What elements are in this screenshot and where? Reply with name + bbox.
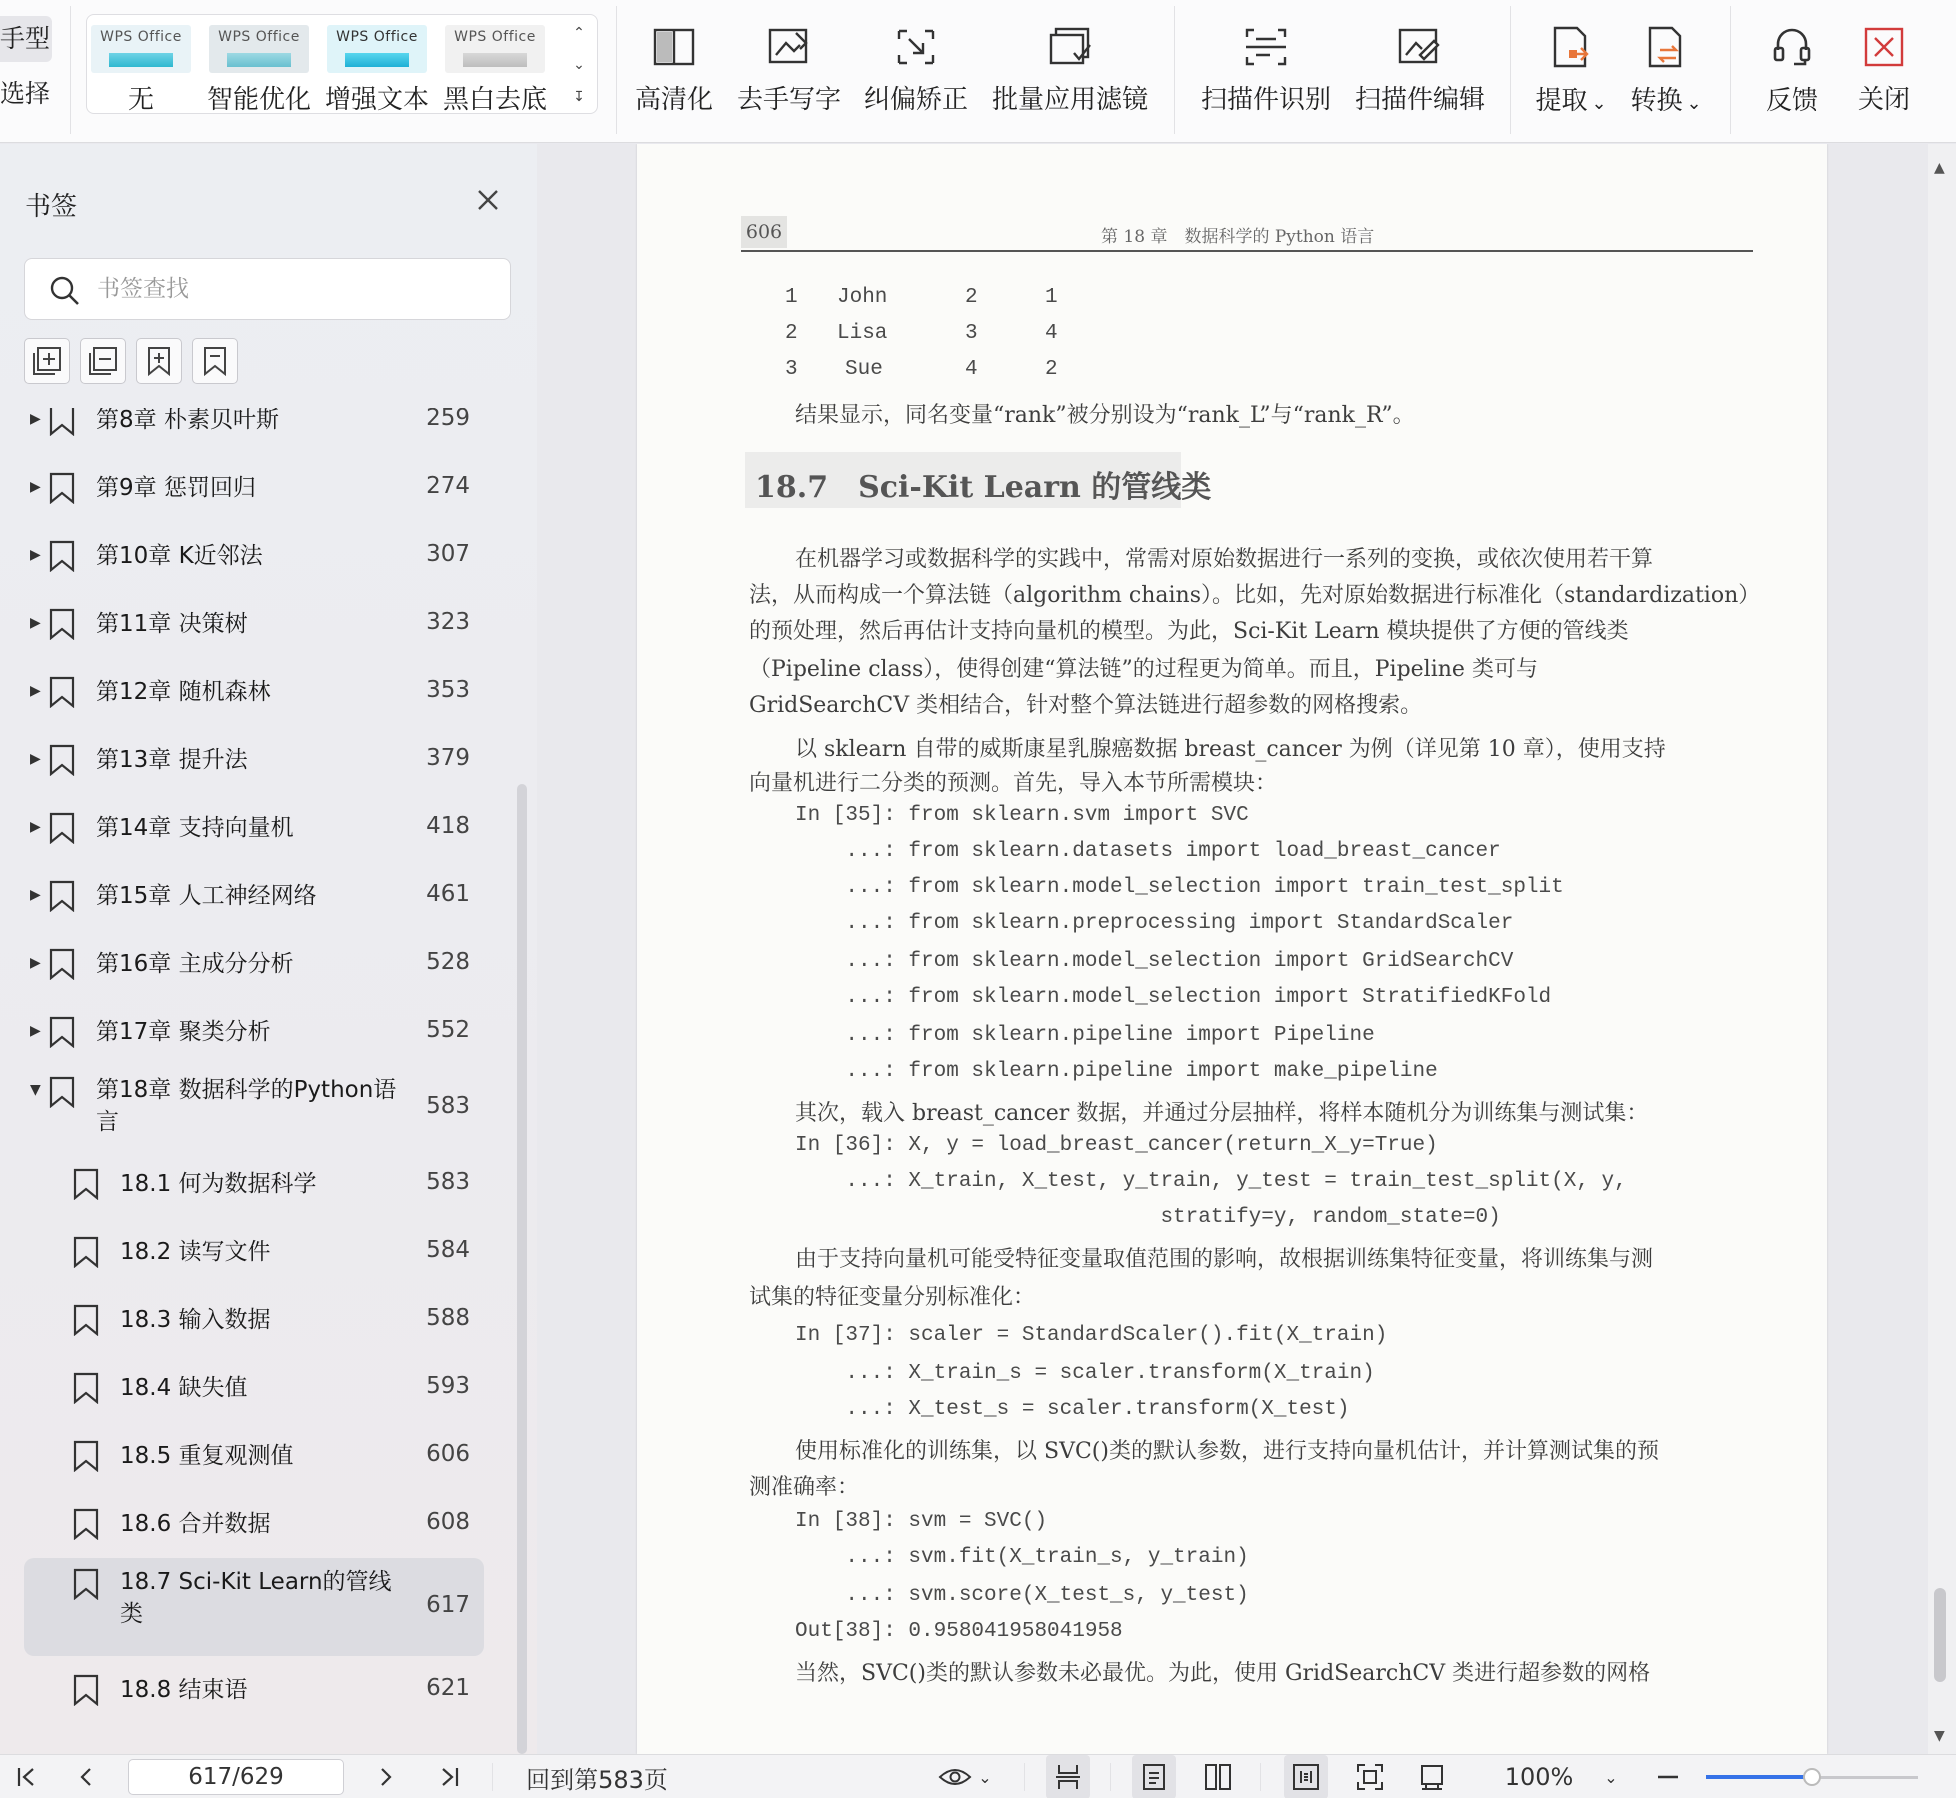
extract-label: 提取 ⌄ (1535, 86, 1607, 116)
code-line: In [38]: svm = SVC() (795, 1510, 1048, 1533)
panel-title: 书签 (25, 192, 78, 222)
continuous-scroll-button[interactable] (1046, 1755, 1090, 1798)
bookmark-label: 第9章 惩罚回归 (96, 475, 256, 501)
bookmark-icon (72, 1304, 100, 1336)
bookmark-page-number: 606 (426, 1441, 470, 1467)
filter-none[interactable] (89, 25, 193, 116)
bookmark-item[interactable] (24, 1422, 484, 1490)
bookmark-page-number: 584 (426, 1237, 470, 1263)
hand-tool-button[interactable]: 手型 (0, 16, 52, 62)
chevron-down-icon[interactable]: ⌄ (573, 57, 585, 73)
bookmark-page-number: 307 (426, 541, 470, 567)
paragraph-line: 当然，SVC()类的默认参数未必最优。为此，使用 GridSearchCV 类进行超参数的网格 (795, 1661, 1651, 1686)
paragraph-line: 其次，载入 breast_cancer 数据，并通过分层抽样，将样本随机分为训练集与测试集： (795, 1101, 1649, 1126)
status-divider (1110, 1763, 1111, 1791)
bookmark-item[interactable] (24, 1354, 484, 1422)
last-page-button[interactable] (432, 1755, 468, 1798)
bookmark-label: 18.4 缺失值 (120, 1375, 248, 1401)
bookmark-item[interactable] (24, 1558, 484, 1656)
caret-right-icon[interactable]: ▶ (30, 819, 41, 835)
toolbar-divider (1730, 6, 1731, 134)
remove-handwriting-icon (768, 27, 810, 67)
zoom-slider-handle[interactable] (1803, 1768, 1821, 1786)
fit-width-button[interactable] (1284, 1755, 1328, 1798)
deskew-label: 纠偏矫正 (863, 85, 968, 115)
caret-right-icon[interactable]: ▶ (30, 479, 41, 495)
filter-gallery (86, 14, 598, 114)
chevron-down-icon: ⌄ (1591, 93, 1607, 114)
bookmark-label: 18.5 重复观测值 (120, 1443, 294, 1469)
bookmark-icon (72, 1674, 100, 1706)
bookmark-search-input[interactable] (97, 271, 487, 307)
caret-right-icon[interactable]: ▶ (30, 547, 41, 563)
code-line: ...: from sklearn.model_selection import GridSearchCV (795, 950, 1514, 973)
batch-filter-label: 批量应用滤镜 (991, 85, 1148, 115)
headset-icon (1772, 26, 1812, 68)
bookmark-icon (199, 345, 231, 377)
page-number-field (128, 1759, 344, 1795)
bookmark-page-number: 617 (426, 1592, 470, 1618)
caret-down-icon[interactable]: ▼ (30, 1082, 41, 1098)
table-cell: 4 (965, 358, 978, 381)
collapse-all-icon (87, 345, 119, 377)
code-line: ...: from sklearn.datasets import load_breast_cancer (795, 840, 1501, 863)
bookmark-tools (24, 338, 238, 384)
bookmark-list (0, 408, 520, 1754)
bookmark-search (24, 258, 511, 320)
bookmark-label: 18.3 输入数据 (120, 1307, 271, 1333)
close-scan-button[interactable] (1846, 0, 1922, 143)
bookmark-page-number: 418 (426, 813, 470, 839)
bookmark-item[interactable] (24, 1656, 484, 1724)
bookmark-label: 第18章 数据科学的Python语 言 (96, 1077, 397, 1135)
bookmark-page-number: 588 (426, 1305, 470, 1331)
bookmark-item[interactable] (24, 998, 484, 1066)
remove-bookmark-button[interactable] (192, 338, 238, 384)
expand-all-icon (31, 345, 63, 377)
code-line: ...: svm.score(X_test_s, y_test) (795, 1584, 1249, 1607)
bookmark-item[interactable] (24, 1218, 484, 1286)
bookmark-item[interactable] (24, 454, 484, 522)
code-line: ...: from sklearn.model_selection import StratifiedKFold (795, 986, 1552, 1009)
bookmark-label: 18.7 Sci-Kit Learn的管线 类 (120, 1569, 392, 1627)
bookmark-icon (48, 676, 76, 708)
paragraph-line: 由于支持向量机可能受特征变量取值范围的影响，故根据训练集特征变量，将训练集与测 (795, 1247, 1654, 1272)
table-cell: 2 (965, 286, 978, 309)
bookmark-page-number: 274 (426, 473, 470, 499)
sidebar-scrollbar[interactable] (517, 784, 527, 1754)
bookmark-item[interactable] (24, 794, 484, 862)
table-cell: 4 (1045, 322, 1058, 345)
close-icon[interactable] (474, 186, 502, 214)
bookmark-item[interactable] (24, 1286, 484, 1354)
bookmark-label: 第10章 K近邻法 (96, 543, 263, 569)
code-line: ...: from sklearn.model_selection import train_test_split (795, 876, 1564, 899)
caret-right-icon[interactable]: ▶ (30, 887, 41, 903)
code-line: ...: X_train, X_test, y_train, y_test = train_test_split(X, y, (795, 1170, 1627, 1193)
bookmark-panel (0, 144, 537, 1754)
bookmark-icon (48, 744, 76, 776)
code-line: In [36]: X, y = load_breast_cancer(return_X_y=True) (795, 1134, 1438, 1157)
paragraph-line: 使用标准化的训练集，以 SVC()类的默认参数，进行支持向量机估计，并计算测试集的预 (795, 1439, 1659, 1464)
bookmark-label: 18.2 读写文件 (120, 1239, 271, 1265)
bookmark-item[interactable] (24, 1150, 484, 1218)
batch-filter-button[interactable] (988, 0, 1152, 143)
bookmark-label: 第16章 主成分分析 (96, 951, 294, 977)
bookmark-icon (72, 1236, 100, 1268)
bookmark-icon (72, 1440, 100, 1472)
code-line: In [37]: scaler = StandardScaler().fit(X_train) (795, 1324, 1388, 1347)
bookmark-item[interactable] (24, 1490, 484, 1558)
filter-thumbnail: WPS Office (445, 25, 545, 73)
chevron-down-icon: ⌄ (978, 1767, 992, 1787)
filter-black-white[interactable] (443, 25, 547, 116)
bookmark-item[interactable] (24, 930, 484, 998)
bookmark-page-number: 608 (426, 1509, 470, 1535)
caret-right-icon[interactable]: ▶ (30, 683, 41, 699)
document-scrollbar[interactable] (1928, 144, 1956, 1754)
hd-button[interactable] (632, 0, 716, 143)
add-bookmark-button[interactable] (136, 338, 182, 384)
bookmark-icon (48, 812, 76, 844)
bookmark-label: 第17章 聚类分析 (96, 1019, 271, 1045)
code-line: ...: from sklearn.preprocessing import StandardScaler (795, 912, 1514, 935)
minus-icon (1656, 1765, 1680, 1789)
eye-icon (938, 1765, 972, 1789)
remove-handwriting-button[interactable] (734, 0, 844, 143)
convert-label: 转换 ⌄ (1630, 86, 1702, 116)
paragraph-line: GridSearchCV 类相结合，针对整个算法链进行超参数的网格搜索。 (749, 693, 1423, 718)
zoom-level: 100% (1504, 1763, 1574, 1791)
toolbar-divider (70, 6, 71, 134)
deskew-button[interactable] (862, 0, 970, 143)
toolbar-divider (616, 6, 617, 134)
bookmark-label: 第15章 人工神经网络 (96, 883, 317, 909)
expand-more-icon[interactable]: ↧ (573, 89, 585, 105)
fit-page-button[interactable] (1348, 1755, 1392, 1798)
caret-right-icon[interactable]: ▶ (30, 751, 41, 767)
table-cell: Lisa (837, 322, 888, 345)
toolbar-divider (1174, 6, 1175, 134)
toolbar-left-partial (0, 0, 56, 143)
bookmark-icon (72, 1168, 100, 1200)
paragraph-line: 在机器学习或数据科学的实践中，常需对原始数据进行一系列的变换，或依次使用若干算 (795, 547, 1654, 572)
chevron-down-icon: ⌄ (1604, 1767, 1618, 1787)
caret-right-icon[interactable]: ▶ (30, 955, 41, 971)
bookmark-icon (48, 608, 76, 640)
chevron-left-icon (76, 1765, 96, 1789)
running-header: 第 18 章 数据科学的 Python 语言 (1101, 227, 1375, 247)
bookmark-page-number: 583 (426, 1169, 470, 1195)
table-cell: 1 (1045, 286, 1058, 309)
bookmark-page-number: 593 (426, 1373, 470, 1399)
bookmark-label: 18.6 合并数据 (120, 1511, 271, 1537)
status-bar (0, 1754, 1956, 1798)
code-line: Out[38]: 0.958041958041958 (795, 1620, 1123, 1643)
filter-label: 黑白去底 (443, 85, 548, 115)
close-label: 关闭 (1857, 85, 1910, 115)
prev-page-button[interactable] (68, 1755, 104, 1798)
next-page-button[interactable] (368, 1755, 404, 1798)
zoom-slider-fill (1706, 1775, 1812, 1779)
hd-label: 高清化 (634, 85, 713, 115)
bookmark-item[interactable] (24, 658, 484, 726)
collapse-all-button[interactable] (80, 338, 126, 384)
select-tool-button[interactable]: 选择 (0, 79, 51, 108)
close-box-icon (1864, 27, 1904, 67)
paragraph-line: 试集的特征变量分别标准化： (749, 1285, 1036, 1310)
paragraph-line: 结果显示，同名变量“rank”被分别设为“rank_L”与“rank_R”。 (795, 403, 1415, 428)
expand-all-button[interactable] (24, 338, 70, 384)
bookmark-label: 第12章 随机森林 (96, 679, 271, 705)
table-cell: 2 (1045, 358, 1058, 381)
bookmark-icon (72, 1508, 100, 1540)
code-line: ...: from sklearn.pipeline import Pipeline (795, 1024, 1375, 1047)
bookmark-icon (48, 948, 76, 980)
header-rule (741, 250, 1753, 252)
caret-right-icon[interactable]: ▶ (30, 411, 41, 427)
bookmark-page-number: 621 (426, 1675, 470, 1701)
last-page-icon (439, 1765, 461, 1789)
add-bookmark-icon (143, 345, 175, 377)
feedback-label: 反馈 (1765, 86, 1818, 116)
scan-edit-icon (1398, 27, 1442, 67)
scan-edit-label: 扫描件编辑 (1354, 85, 1485, 115)
document-scrollbar-thumb[interactable] (1934, 1588, 1946, 1682)
convert-icon (1646, 26, 1686, 68)
fit-page-icon (1356, 1763, 1384, 1791)
document-view (537, 144, 1928, 1754)
continuous-page-icon (1054, 1763, 1082, 1791)
chevron-right-icon (376, 1765, 396, 1789)
table-cell: 2 (785, 322, 798, 345)
bookmark-item[interactable] (24, 726, 484, 794)
paragraph-line: （Pipeline class），使得创建“算法链”的过程更为简单。而且，Pipeline 类可与 (749, 657, 1538, 682)
section-heading: 18.7 Sci-Kit Learn 的管线类 (755, 470, 1212, 505)
actual-size-icon (1418, 1763, 1446, 1791)
scan-toolbar (0, 0, 1956, 143)
filter-enhance-text[interactable] (325, 25, 429, 116)
batch-filter-icon (1048, 27, 1092, 67)
bookmark-page-number: 379 (426, 745, 470, 771)
paragraph-line: 以 sklearn 自带的威斯康星乳腺癌数据 breast_cancer 为例（详见第 10 章），使用支持 (795, 737, 1666, 762)
code-line: ...: svm.fit(X_train_s, y_train) (795, 1546, 1249, 1569)
single-page-button[interactable] (1132, 1755, 1176, 1798)
bookmark-page-number: 353 (426, 677, 470, 703)
bookmark-label: 第11章 决策树 (96, 611, 248, 637)
scroll-down-icon[interactable]: ▼ (1934, 1728, 1945, 1744)
bookmark-icon (48, 408, 76, 436)
scan-recognize-icon (1244, 27, 1288, 67)
chevron-down-icon: ⌄ (1686, 93, 1702, 114)
bookmark-label: 18.1 何为数据科学 (120, 1171, 317, 1197)
table-cell: Sue (845, 358, 883, 381)
first-page-icon (15, 1765, 37, 1789)
bookmark-item[interactable] (24, 522, 484, 590)
chevron-up-icon[interactable]: ⌃ (573, 25, 585, 41)
bookmark-item[interactable] (24, 1066, 484, 1150)
view-mode-dropdown[interactable] (930, 1755, 1000, 1798)
scan-edit-button[interactable] (1350, 0, 1490, 143)
paragraph-line: 的预处理，然后再估计支持向量机的模型。为此，Sci-Kit Learn 模块提供了方便的管线类 (749, 619, 1629, 644)
bookmark-page-number: 461 (426, 881, 470, 907)
scroll-up-icon[interactable]: ▲ (1934, 160, 1945, 176)
convert-dropdown[interactable] (1624, 0, 1708, 143)
bookmark-icon (48, 472, 76, 504)
deskew-icon (895, 27, 937, 67)
table-cell: 3 (785, 358, 798, 381)
table-cell: 1 (785, 286, 798, 309)
single-page-icon (1141, 1763, 1167, 1791)
bookmark-icon (72, 1372, 100, 1404)
bookmark-icon (48, 540, 76, 572)
bookmark-page-number: 323 (426, 609, 470, 635)
paragraph-line: 向量机进行二分类的预测。首先，导入本节所需模块： (749, 771, 1278, 796)
caret-right-icon[interactable]: ▶ (30, 615, 41, 631)
bookmark-page-number: 259 (426, 408, 470, 431)
filter-label: 增强文本 (325, 85, 430, 115)
double-page-button[interactable] (1196, 1755, 1240, 1798)
fit-width-icon (1292, 1763, 1320, 1791)
paragraph-line: 测准确率： (749, 1475, 860, 1500)
bookmark-label: 18.8 结束语 (120, 1677, 248, 1703)
remove-handwriting-label: 去手写字 (736, 85, 841, 115)
filter-scroll (565, 19, 593, 111)
bookmark-label: 第8章 朴素贝叶斯 (96, 408, 279, 433)
filter-thumbnail: WPS Office (91, 25, 191, 73)
code-line: stratify=y, random_state=0) (795, 1206, 1501, 1229)
scan-recognize-label: 扫描件识别 (1200, 85, 1331, 115)
paragraph-line: 法，从而构成一个算法链（algorithm chains）。比如，先对原始数据进行标准化（standardization） (749, 583, 1761, 608)
first-page-button[interactable] (8, 1755, 44, 1798)
bookmark-label: 第14章 支持向量机 (96, 815, 294, 841)
bookmark-item[interactable] (24, 590, 484, 658)
bookmark-page-number: 583 (426, 1093, 470, 1119)
page-number-label: 606 (741, 216, 787, 248)
bookmark-page-number: 528 (426, 949, 470, 975)
code-line: In [35]: from sklearn.svm import SVC (795, 804, 1249, 827)
bookmark-item[interactable] (24, 408, 484, 454)
bookmark-icon (48, 1016, 76, 1048)
table-cell: John (837, 286, 888, 309)
code-line: ...: X_test_s = scaler.transform(X_test) (795, 1398, 1350, 1421)
extract-icon (1551, 26, 1591, 68)
bookmark-icon (72, 1568, 100, 1600)
status-divider (1024, 1763, 1025, 1791)
feedback-button[interactable] (1754, 0, 1830, 143)
extract-dropdown[interactable] (1530, 0, 1612, 143)
status-divider (492, 1763, 493, 1791)
code-line: ...: from sklearn.pipeline import make_pipeline (795, 1060, 1438, 1083)
bookmark-icon (48, 880, 76, 912)
filter-thumbnail: WPS Office (327, 25, 427, 73)
scan-recognize-button[interactable] (1196, 0, 1336, 143)
page-number-input[interactable] (129, 1760, 343, 1794)
actual-size-button[interactable] (1410, 1755, 1454, 1798)
toolbar-divider (1510, 6, 1511, 134)
zoom-out-button[interactable] (1654, 1755, 1682, 1798)
zoom-dropdown[interactable] (1596, 1755, 1626, 1798)
filter-label: 无 (127, 85, 154, 115)
bookmark-page-number: 552 (426, 1017, 470, 1043)
status-divider (1260, 1763, 1261, 1791)
hd-icon (653, 27, 695, 67)
filter-thumbnail: WPS Office (209, 25, 309, 73)
filter-label: 智能优化 (207, 85, 312, 115)
caret-right-icon[interactable]: ▶ (30, 1023, 41, 1039)
goto-page-link[interactable]: 回到第583页 (526, 1765, 668, 1794)
code-line: ...: X_train_s = scaler.transform(X_train) (795, 1362, 1375, 1385)
bookmark-icon (48, 1076, 76, 1108)
document-page (637, 144, 1827, 1754)
double-page-icon (1204, 1763, 1232, 1791)
bookmark-item[interactable] (24, 862, 484, 930)
bookmark-label: 第13章 提升法 (96, 747, 248, 773)
table-cell: 3 (965, 322, 978, 345)
filter-smart-optimize[interactable] (207, 25, 311, 116)
search-icon (49, 275, 81, 307)
